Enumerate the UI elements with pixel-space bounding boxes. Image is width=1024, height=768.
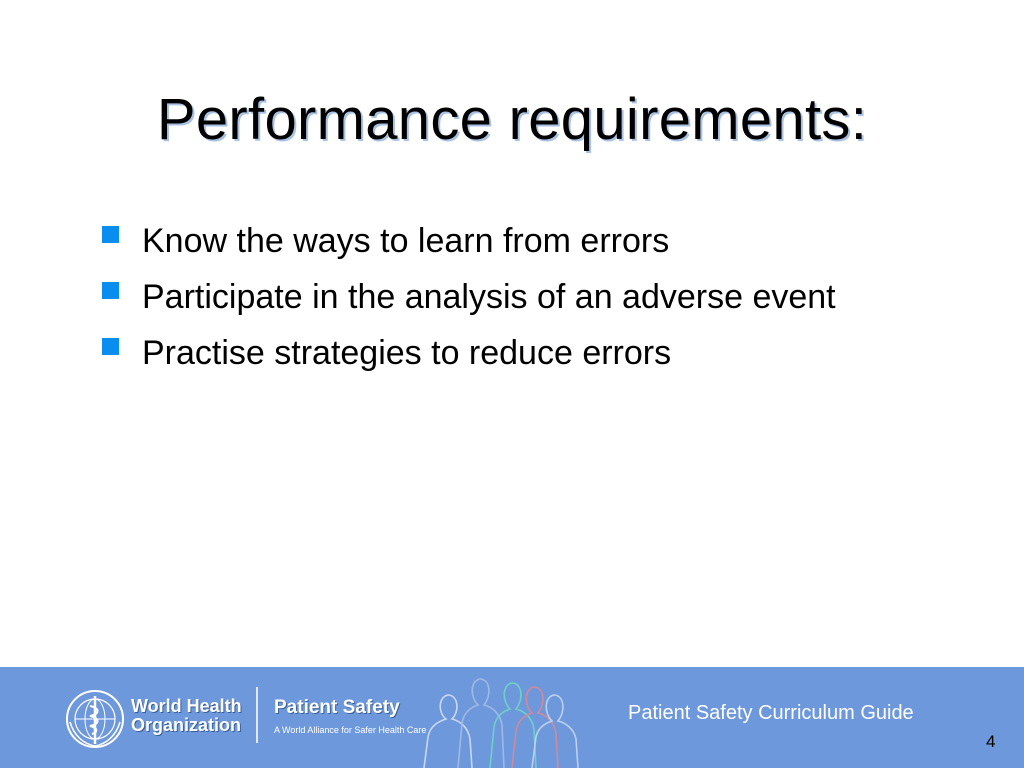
bullet-text: Participate in the analysis of an adverse event xyxy=(142,278,836,316)
bullet-text: Know the ways to learn from errors xyxy=(142,222,670,260)
people-silhouettes-icon xyxy=(414,667,589,768)
bullet-item xyxy=(100,218,860,264)
slide-title: Performance requirements: xyxy=(156,87,868,152)
bullet-text: Practise strategies to reduce errors xyxy=(142,334,672,372)
footer-bar xyxy=(0,667,1024,768)
who-name-line2: Organization xyxy=(131,715,242,735)
patient-safety-logo-text: Patient Safety xyxy=(274,697,400,718)
square-bullet-icon xyxy=(102,338,119,355)
bullet-item xyxy=(100,330,860,376)
who-emblem-icon xyxy=(64,688,126,750)
square-bullet-icon xyxy=(102,282,119,299)
who-name xyxy=(131,697,242,735)
who-name-line1: World Health xyxy=(131,696,242,716)
bullet-list xyxy=(100,218,860,386)
bullet-item xyxy=(100,274,860,320)
curriculum-guide-title: Patient Safety Curriculum Guide xyxy=(628,702,914,724)
page-number: 4 xyxy=(986,732,996,751)
square-bullet-icon xyxy=(102,226,119,243)
alliance-tagline: A World Alliance for Safer Health Care xyxy=(274,725,427,735)
footer-divider xyxy=(256,687,258,743)
